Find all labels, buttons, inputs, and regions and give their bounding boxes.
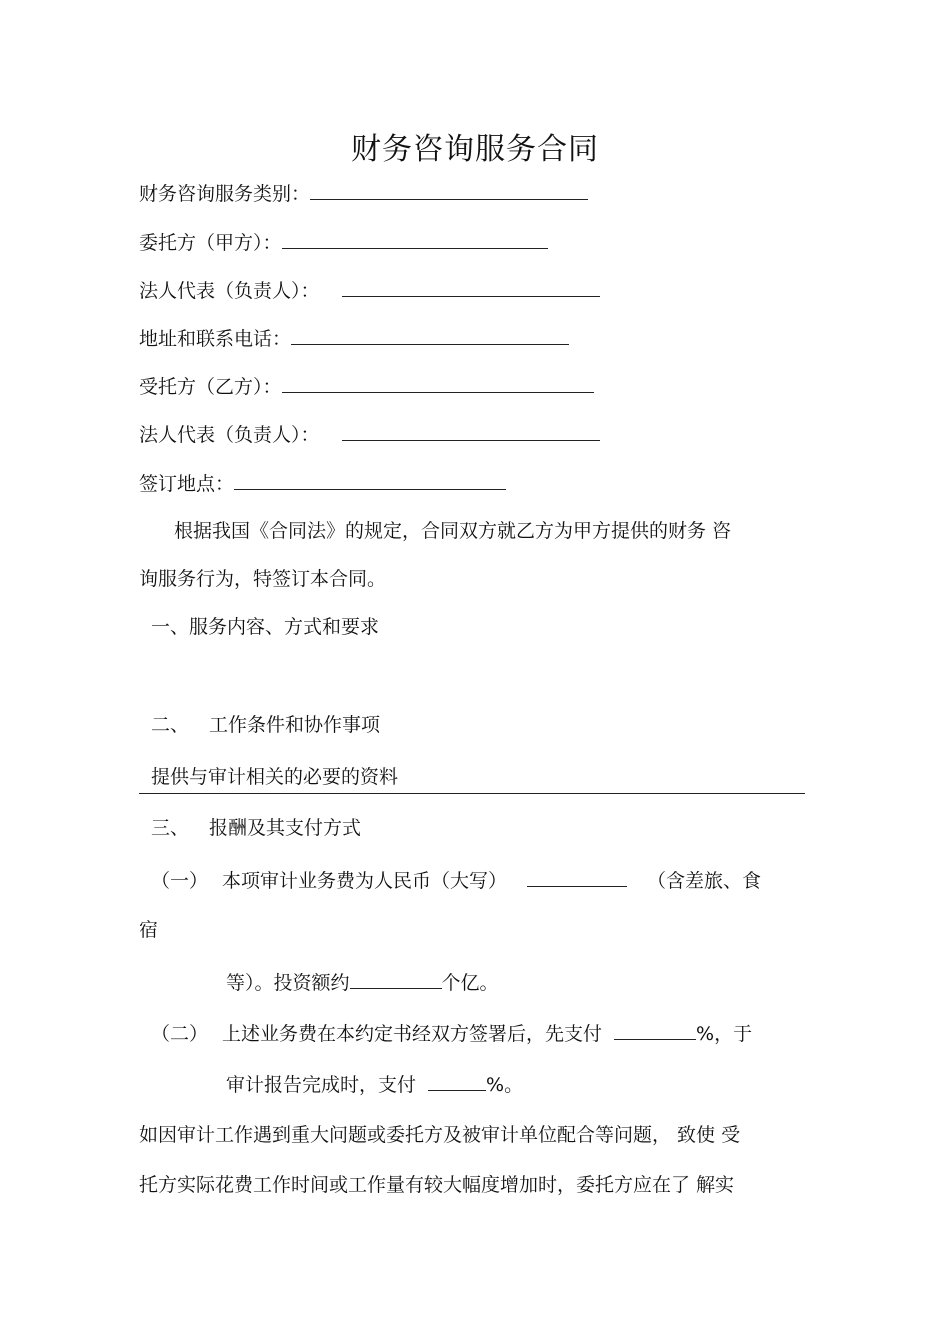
item-1-line-1 — [151, 866, 761, 894]
field-label: 法人代表（负责人）： — [139, 280, 320, 302]
item-text: %。 — [486, 1074, 524, 1096]
fill-blank[interactable] — [342, 276, 600, 297]
investment-blank[interactable] — [350, 968, 442, 989]
field-label: 财务咨询服务类别： — [139, 183, 311, 205]
fill-blank[interactable] — [342, 420, 600, 441]
item-text: %，于 — [696, 1023, 753, 1045]
percent-blank[interactable] — [428, 1070, 486, 1091]
item-2-line-2 — [226, 1070, 523, 1098]
section-title: 报酬及其支付方式 — [209, 817, 362, 839]
item-text: 审计报告完成时，支付 — [226, 1074, 417, 1096]
paragraph-line-2: 托方实际花费工作时间或工作量有较大幅度增加时，委托方应在了 解实 — [139, 1174, 735, 1196]
section-2-heading — [151, 712, 380, 738]
fill-blank[interactable] — [234, 469, 506, 490]
page-title: 财务咨询服务合同 — [351, 132, 599, 167]
field-client-rep — [139, 276, 600, 304]
field-client — [139, 228, 548, 256]
item-2-line-1 — [151, 1019, 752, 1047]
item-text: 等）。投资额约 — [226, 972, 350, 994]
item-number: （二） — [151, 1023, 209, 1045]
item-number: （一） — [151, 870, 209, 892]
section-number: 三、 — [151, 817, 190, 839]
underline-rule — [139, 793, 805, 794]
field-contractor — [139, 372, 594, 400]
section-title: 工作条件和协作事项 — [209, 714, 381, 736]
item-1-wrap: 宿 — [139, 919, 159, 941]
section-1-heading: 一、服务内容、方式和要求 — [151, 616, 380, 638]
field-service-type — [139, 179, 588, 207]
field-sign-place — [139, 469, 506, 497]
field-contractor-rep — [139, 420, 600, 448]
field-label: 受托方（乙方）： — [139, 376, 282, 398]
item-text: 本项审计业务费为人民币（大写） — [222, 870, 508, 892]
field-address — [139, 324, 569, 352]
field-label: 签订地点： — [139, 473, 235, 495]
section-2-content: 提供与审计相关的必要的资料 — [151, 766, 399, 788]
percent-blank[interactable] — [614, 1019, 696, 1040]
paragraph-line-1: 如因审计工作遇到重大问题或委托方及被审计单位配合等问题， 致使 受 — [139, 1124, 741, 1146]
field-label: 地址和联系电话： — [139, 328, 292, 350]
item-1-line-2 — [226, 968, 499, 996]
intro-line-2: 询服务行为，特签订本合同。 — [139, 568, 387, 590]
section-number: 二、 — [151, 714, 190, 736]
fill-blank[interactable] — [291, 324, 569, 345]
section-3-heading — [151, 815, 361, 841]
intro-line-1: 根据我国《合同法》的规定，合同双方就乙方为甲方提供的财务 咨 — [174, 520, 732, 542]
fill-blank[interactable] — [310, 179, 588, 200]
item-text: 个亿。 — [441, 972, 499, 994]
fee-blank[interactable] — [527, 866, 627, 887]
field-label: 委托方（甲方）： — [139, 232, 282, 254]
field-label: 法人代表（负责人）： — [139, 424, 320, 446]
item-text: 上述业务费在本约定书经双方签署后，先支付 — [222, 1023, 603, 1045]
fill-blank[interactable] — [282, 228, 548, 249]
fill-blank[interactable] — [282, 372, 594, 393]
item-text: （含差旅、食 — [647, 870, 762, 892]
